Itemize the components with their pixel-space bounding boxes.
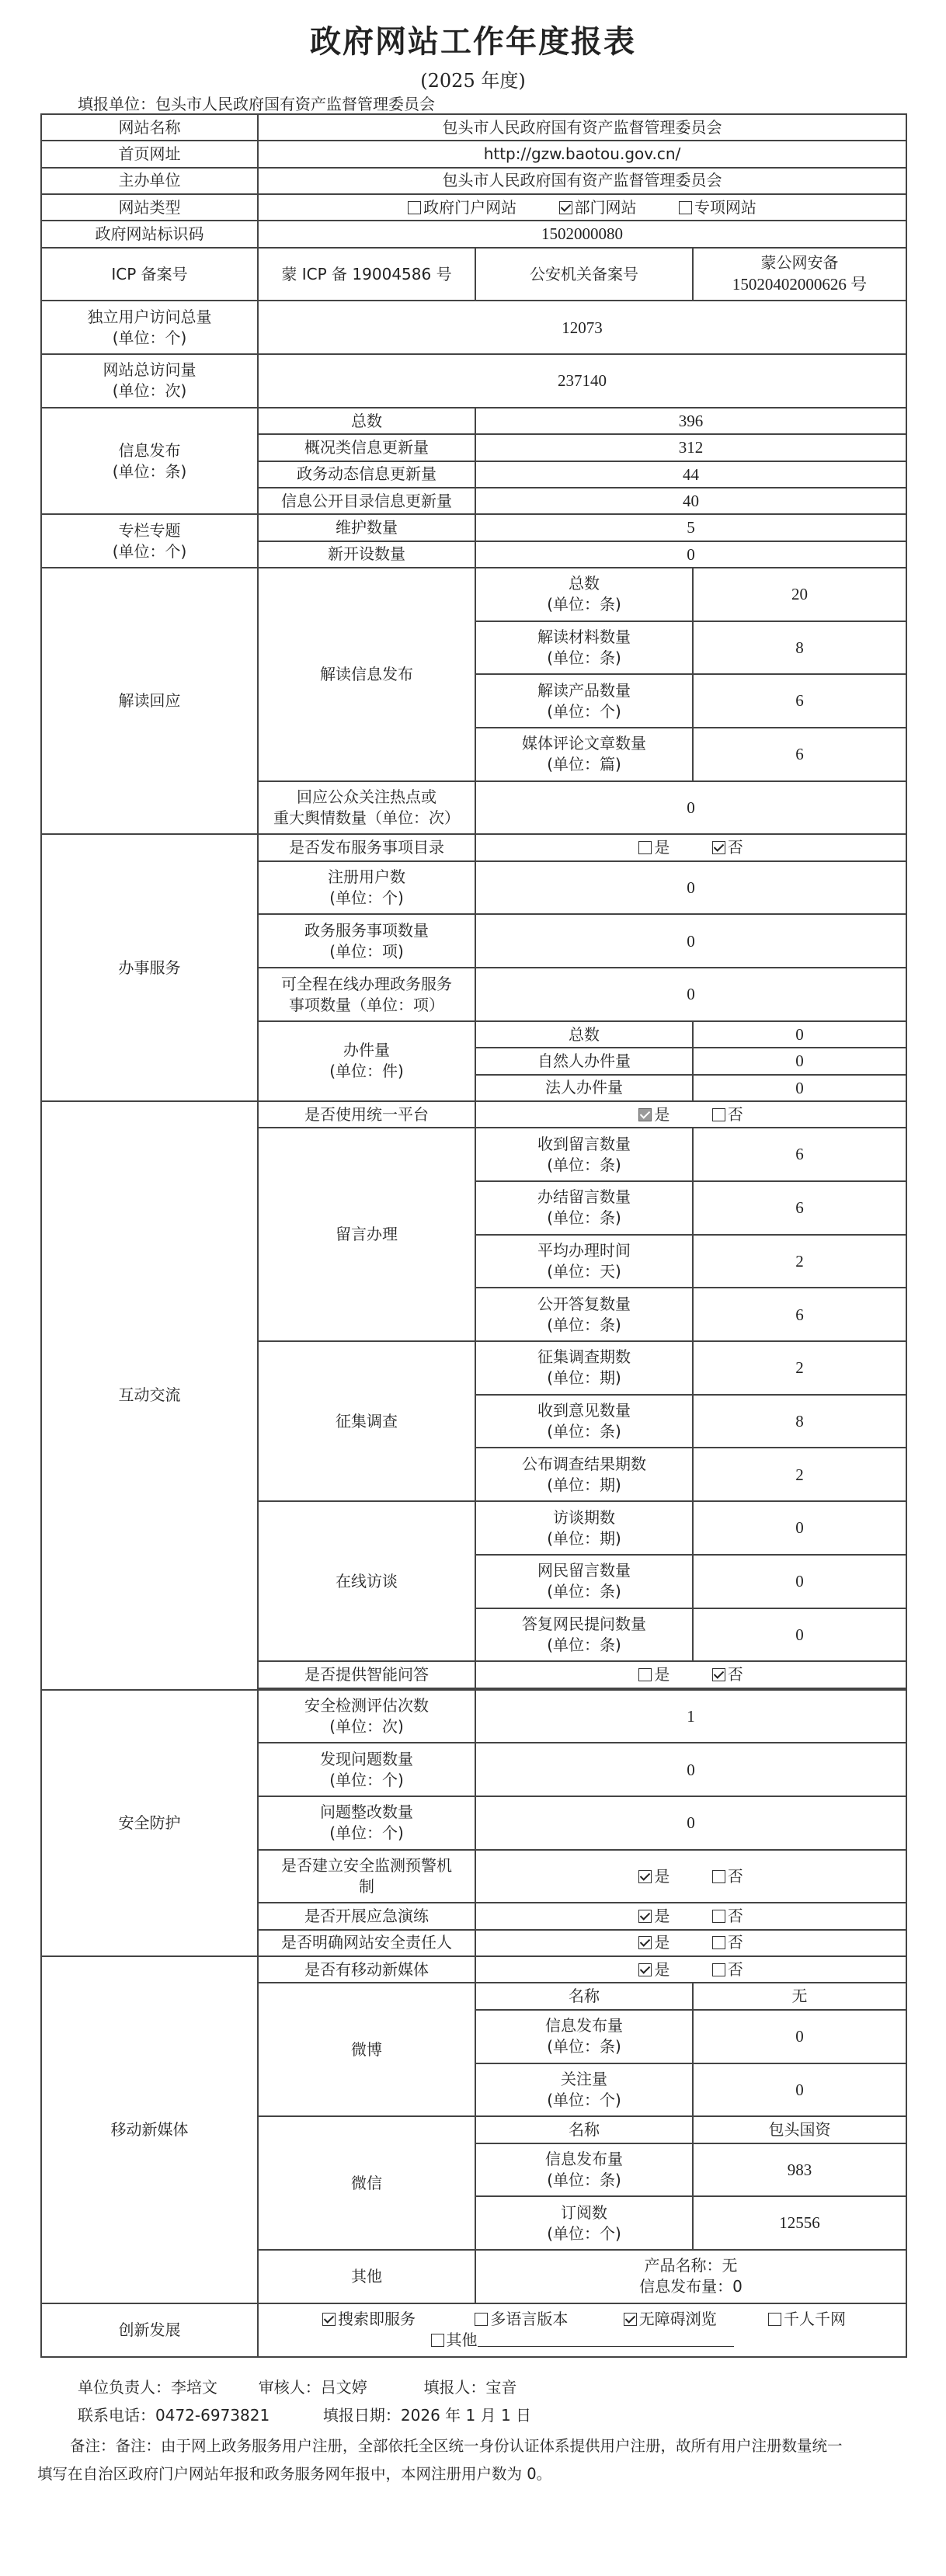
innovation-label: 创新发展: [41, 2303, 258, 2357]
info-row-label: 概况类信息更新量: [258, 434, 475, 461]
msg-row-label: [475, 1288, 693, 1341]
innovation-options: [258, 2303, 906, 2357]
service-users-value: 0: [475, 861, 906, 915]
checkbox-media-yes[interactable]: [638, 1963, 652, 1976]
interpret-row-label-l2: (单位：条): [547, 595, 621, 614]
wechat-post-label-l1: 信息发布量: [545, 2149, 623, 2168]
wechat-post-label: [475, 2143, 693, 2197]
interpret-row-label-l2: (单位：条): [547, 648, 621, 667]
phone: 联系电话：0472-6973821: [78, 2406, 270, 2425]
weibo-fans-label: [475, 2063, 693, 2117]
footer-line1: [78, 2375, 516, 2397]
police-value-l1: 蒙公网安备: [760, 253, 839, 273]
row-site-type: [41, 194, 906, 221]
checkbox-search-service[interactable]: [322, 2313, 336, 2326]
security-fixed-label: [258, 1796, 475, 1850]
service-online-label-l1: 可全程在线办理政务服务: [281, 974, 452, 993]
security-fixed-label-l2: (单位：个): [329, 1823, 404, 1843]
opt-yes: 是: [654, 1907, 670, 1926]
opt-yes: 是: [654, 838, 670, 857]
msg-row-value: 6: [693, 1128, 906, 1181]
opt-no: 否: [727, 1933, 743, 1952]
pv-label-l1: 网站总访问量: [103, 360, 197, 380]
service-publish-options: [475, 834, 906, 860]
weibo-name-label: 名称: [475, 1983, 693, 2009]
opt-no: 否: [727, 1959, 743, 1979]
service-items-label: [258, 914, 475, 968]
wechat-subs-label-l1: 订阅数: [561, 2202, 607, 2222]
security-found-label-l2: (单位：个): [329, 1770, 404, 1789]
security-fixed-label-l1: 问题整改数量: [320, 1803, 413, 1822]
weibo-label: 微博: [258, 1983, 475, 2116]
qa-options: [475, 1661, 906, 1688]
site-name-label: 网站名称: [41, 114, 258, 141]
survey-row-label-l2: (单位：期): [547, 1475, 621, 1494]
interpret-row-label: [475, 568, 693, 621]
interview-row-label-l2: (单位：条): [547, 1635, 621, 1654]
info-label-l2: (单位：条): [112, 461, 187, 481]
handle-label-l1: 办件量: [343, 1041, 390, 1060]
weibo-post-label-l2: (单位：条): [547, 2037, 621, 2056]
checkbox-other[interactable]: [431, 2334, 444, 2347]
info-row-value: 312: [475, 434, 906, 461]
column-row-value: 5: [475, 514, 906, 541]
checkbox-drill-no[interactable]: [712, 1910, 725, 1923]
opt-no: 否: [727, 838, 743, 857]
handle-row-label: 自然人办件量: [475, 1048, 693, 1074]
sponsor-label: 主办单位: [41, 168, 258, 194]
survey-row-value: 8: [693, 1395, 906, 1448]
wechat-subs-label: [475, 2196, 693, 2250]
interpret-sub-label: 解读信息发布: [258, 568, 475, 781]
checkbox-platform-no[interactable]: [712, 1108, 725, 1121]
service-items-label-l2: (单位：项): [329, 941, 404, 961]
interview-row-label: [475, 1501, 693, 1555]
wechat-name-label: 名称: [475, 2116, 693, 2143]
security-found-value: 0: [475, 1743, 906, 1796]
interpret-row-label: [475, 728, 693, 781]
opt-department: 部门网站: [574, 197, 637, 217]
checkbox-drill-yes[interactable]: [638, 1910, 652, 1923]
opt-personalized: 千人千网: [784, 2310, 847, 2329]
security-eval-label-l2: (单位：次): [329, 1716, 404, 1736]
handle-row-value: 0: [693, 1021, 906, 1048]
report-table: [40, 113, 907, 2358]
interact-label: 互动交流: [41, 1101, 258, 1690]
footer-note-l1: 备注：备注：由于网上政务服务用户注册，全部依托全区统一身份认证体系提供用户注册，故所有用户注册数量统一: [70, 2437, 843, 2455]
handle-label: [258, 1021, 475, 1101]
police-value-l2: 15020402000626 号: [732, 275, 868, 294]
platform-label: 是否使用统一平台: [258, 1101, 475, 1128]
checkbox-qa-no[interactable]: [712, 1668, 725, 1681]
weibo-fans-label-l1: 关注量: [561, 2069, 607, 2088]
icp-label: ICP 备案号: [41, 248, 258, 301]
info-row-value: 396: [475, 408, 906, 434]
row-sponsor: [41, 168, 906, 194]
opt-other: 其他: [446, 2331, 478, 2350]
survey-row-label-l1: 公布调查结果期数: [522, 1454, 646, 1473]
interview-row-label-l1: 答复网民提问数量: [522, 1614, 646, 1633]
service-publish-label: 是否发布服务事项目录: [258, 834, 475, 860]
survey-row-label: [475, 1341, 693, 1395]
security-fixed-value: 0: [475, 1796, 906, 1850]
interpret-row-label-l1: 解读产品数量: [537, 680, 631, 700]
wechat-subs-value: 12556: [693, 2196, 906, 2250]
security-eval-row: [41, 1690, 906, 1743]
interpret-row-value: 8: [693, 621, 906, 675]
checkbox-resp-no[interactable]: [712, 1936, 725, 1949]
media-other-l1: 产品名称：无: [644, 2256, 738, 2275]
security-drill-options: [475, 1903, 906, 1929]
interpret-row-value: 20: [693, 568, 906, 621]
service-online-label-l2: 事项数量（单位：项）: [289, 995, 444, 1014]
weibo-post-value: 0: [693, 2010, 906, 2063]
interpret-row-value: 6: [693, 728, 906, 781]
service-items-label-l1: 政务服务事项数量: [304, 920, 429, 940]
info-row: [41, 408, 906, 434]
respond-label-l1: 回应公众关注热点或: [297, 787, 436, 807]
column-label-l2: (单位：个): [112, 541, 187, 561]
row-homepage: [41, 141, 906, 167]
handle-row-value: 0: [693, 1048, 906, 1074]
handle-label-l2: (单位：件): [329, 1062, 404, 1081]
survey-row-label: [475, 1448, 693, 1501]
weibo-fans-value: 0: [693, 2063, 906, 2117]
service-users-label-l2: (单位：个): [329, 888, 404, 908]
uv-value: 12073: [258, 301, 906, 354]
interpret-row-label-l2: (单位：个): [547, 701, 621, 721]
security-found-label-l1: 发现问题数量: [320, 1749, 413, 1768]
media-has-label: 是否有移动新媒体: [258, 1956, 475, 1983]
msg-row-label-l2: (单位：条): [547, 1315, 621, 1334]
checkbox-accessible[interactable]: [624, 2313, 637, 2326]
interview-label: 在线访谈: [258, 1501, 475, 1661]
homepage-value: http://gzw.baotou.gov.cn/: [258, 141, 906, 167]
info-row-label: 总数: [258, 408, 475, 434]
service-publish-row: [41, 834, 906, 860]
other-input-line[interactable]: [478, 2332, 734, 2347]
survey-row-label-l2: (单位：条): [547, 1422, 621, 1441]
opt-multilang: 多语言版本: [490, 2310, 569, 2329]
msg-row-label: [475, 1235, 693, 1288]
row-site-id: [41, 221, 906, 247]
security-eval-label-l1: 安全检测评估次数: [304, 1695, 429, 1715]
security-resp-options: [475, 1930, 906, 1956]
weibo-post-label-l1: 信息发布量: [545, 2016, 623, 2035]
opt-yes: 是: [654, 1104, 670, 1124]
respond-label-l2: 重大舆情数量（单位：次）: [273, 808, 460, 828]
uv-label-l2: (单位：个): [112, 328, 187, 347]
checkbox-resp-yes[interactable]: [638, 1936, 652, 1949]
handle-row-label: 总数: [475, 1021, 693, 1048]
pv-label-l2: (单位：次): [112, 381, 187, 401]
pv-value: 237140: [258, 354, 906, 408]
msg-label: 留言办理: [258, 1128, 475, 1341]
msg-row-label-l2: (单位：条): [547, 1155, 621, 1174]
platform-options: [475, 1101, 906, 1128]
filler-person: 填报人：宝音: [423, 2378, 517, 2397]
homepage-label: 首页网址: [41, 141, 258, 167]
interpret-row-label-l1: 总数: [569, 574, 600, 593]
interpret-row-label: [475, 621, 693, 675]
opt-accessible: 无障碍浏览: [638, 2310, 717, 2329]
opt-yes: 是: [654, 1664, 670, 1684]
pv-label: [41, 354, 258, 408]
opt-yes: 是: [654, 1933, 670, 1952]
opt-yes: 是: [654, 1959, 670, 1979]
report-title: 政府网站工作年度报表: [310, 24, 636, 60]
interpret-row-label-l1: 解读材料数量: [537, 627, 631, 646]
interpret-row-label-l2: (单位：篇): [547, 755, 621, 774]
media-has-options: [475, 1956, 906, 1983]
interview-row-label-l1: 网民留言数量: [537, 1561, 631, 1580]
handle-row-value: 0: [693, 1075, 906, 1101]
msg-row-value: 6: [693, 1181, 906, 1235]
opt-portal: 政府门户网站: [423, 197, 517, 217]
media-other-value: [475, 2250, 906, 2303]
innovation-row: [41, 2303, 906, 2357]
info-label-l1: 信息发布: [118, 440, 181, 460]
survey-row-value: 2: [693, 1448, 906, 1501]
wechat-subs-label-l2: (单位：个): [547, 2223, 621, 2243]
interview-row-label: [475, 1608, 693, 1662]
info-label: [41, 408, 258, 514]
survey-row-label-l2: (单位：期): [547, 1368, 621, 1388]
msg-row-label-l2: (单位：天): [547, 1261, 621, 1281]
reviewer: 审核人：吕文婷: [258, 2378, 367, 2397]
info-row-value: 40: [475, 488, 906, 514]
site-type-options: [258, 194, 906, 221]
checkbox-portal[interactable]: [408, 201, 421, 214]
security-label: 安全防护: [41, 1690, 258, 1957]
info-row-value: 44: [475, 461, 906, 488]
checkbox-platform-yes[interactable]: [638, 1108, 652, 1121]
survey-row-label-l1: 收到意见数量: [537, 1401, 631, 1420]
column-row-label: 维护数量: [258, 514, 475, 541]
checkbox-special[interactable]: [679, 201, 692, 214]
service-users-label-l1: 注册用户数: [328, 867, 405, 887]
icp-value: 蒙 ICP 备 19004586 号: [258, 248, 475, 301]
checkbox-service-no[interactable]: [712, 841, 725, 854]
opt-no: 否: [727, 1907, 743, 1926]
sponsor-value: 包头市人民政府国有资产监督管理委员会: [258, 168, 906, 194]
row-site-name: [41, 114, 906, 141]
interview-row-label-l2: (单位：条): [547, 1582, 621, 1601]
footer-line2: [78, 2403, 531, 2425]
interview-row-label-l1: 访谈期数: [553, 1507, 615, 1527]
msg-row-label: [475, 1181, 693, 1235]
service-label: 办事服务: [41, 834, 258, 1100]
msg-row-label-l1: 平均办理时间: [537, 1240, 631, 1260]
weibo-name-value: 无: [693, 1983, 906, 2009]
security-eval-value: 1: [475, 1690, 906, 1743]
site-name-value: 包头市人民政府国有资产监督管理委员会: [258, 114, 906, 141]
msg-row-label-l2: (单位：条): [547, 1208, 621, 1228]
security-found-label: [258, 1743, 475, 1796]
security-eval-label: [258, 1690, 475, 1743]
security-warn-label-l2: 制: [359, 1877, 374, 1896]
opt-no: 否: [727, 1664, 743, 1684]
survey-row-label-l1: 征集调查期数: [537, 1347, 631, 1367]
filling-unit: 填报单位：包头市人民政府国有资产监督管理委员会: [78, 95, 435, 113]
row-pv: [41, 354, 906, 408]
site-id-label: 政府网站标识码: [41, 221, 258, 247]
column-row-label: 新开设数量: [258, 541, 475, 568]
service-users-label: [258, 861, 475, 915]
respond-value: 0: [475, 781, 906, 835]
checkbox-warn-no[interactable]: [712, 1870, 725, 1883]
security-warn-label-l1: 是否建立安全监测预警机: [281, 1856, 452, 1876]
msg-row-label-l1: 办结留言数量: [537, 1187, 631, 1207]
police-label: 公安机关备案号: [475, 248, 693, 301]
site-type-label: 网站类型: [41, 194, 258, 221]
opt-special: 专项网站: [694, 197, 756, 217]
uv-label: [41, 301, 258, 354]
wechat-label: 微信: [258, 2116, 475, 2250]
wechat-post-label-l2: (单位：条): [547, 2170, 621, 2189]
wechat-post-value: 983: [693, 2143, 906, 2197]
interpret-row-label: [475, 674, 693, 728]
weibo-fans-label-l2: (单位：个): [547, 2090, 621, 2109]
info-row-label: 政务动态信息更新量: [258, 461, 475, 488]
wechat-name-value: 包头国资: [693, 2116, 906, 2143]
site-id-value: 1502000080: [258, 221, 906, 247]
interview-row-value: 0: [693, 1555, 906, 1608]
checkbox-multilang[interactable]: [475, 2313, 488, 2326]
media-other-label: 其他: [258, 2250, 475, 2303]
interpret-row-label-l1: 媒体评论文章数量: [522, 734, 646, 753]
msg-row-value: 2: [693, 1235, 906, 1288]
row-icp: [41, 248, 906, 301]
footer-note-l2: 填写在自治区政府门户网站年报和政务服务网年报中，本网注册用户数为 0。: [37, 2465, 552, 2483]
interpret-row-value: 6: [693, 674, 906, 728]
column-row: [41, 514, 906, 541]
column-row-value: 0: [475, 541, 906, 568]
service-online-label: [258, 968, 475, 1021]
police-value: [693, 248, 906, 301]
checkbox-warn-yes[interactable]: [638, 1870, 652, 1883]
opt-yes: 是: [654, 1866, 670, 1886]
security-drill-label: 是否开展应急演练: [258, 1903, 475, 1929]
column-label: [41, 514, 258, 568]
msg-row-label: [475, 1128, 693, 1181]
uv-label-l1: 独立用户访问总量: [87, 307, 212, 326]
column-label-l1: 专栏专题: [118, 520, 181, 540]
respond-label: [258, 781, 475, 835]
interview-row-label: [475, 1555, 693, 1608]
survey-row-value: 2: [693, 1341, 906, 1395]
survey-row-label: [475, 1395, 693, 1448]
checkbox-personalized[interactable]: [768, 2313, 781, 2326]
checkbox-media-no[interactable]: [712, 1963, 725, 1976]
security-resp-label: 是否明确网站安全责任人: [258, 1930, 475, 1956]
report-year: (2025 年度): [420, 70, 526, 92]
opt-no: 否: [727, 1866, 743, 1886]
interview-row-label-l2: (单位：期): [547, 1528, 621, 1548]
security-warn-options: [475, 1850, 906, 1903]
platform-row: [41, 1101, 906, 1128]
media-has-row: [41, 1956, 906, 1983]
info-row-label: 信息公开目录信息更新量: [258, 488, 475, 514]
msg-row-label-l1: 公开答复数量: [537, 1294, 631, 1313]
weibo-post-label: [475, 2010, 693, 2063]
checkbox-department[interactable]: [559, 201, 572, 214]
checkbox-qa-yes[interactable]: [638, 1668, 652, 1681]
msg-row-value: 6: [693, 1288, 906, 1341]
interpret-label: 解读回应: [41, 568, 258, 835]
qa-label: 是否提供智能问答: [258, 1661, 475, 1688]
service-online-value: 0: [475, 968, 906, 1021]
unit-head: 单位负责人：李培文: [78, 2378, 217, 2397]
service-items-value: 0: [475, 914, 906, 968]
media-other-l2: 信息发布量：0: [639, 2277, 743, 2296]
opt-search-service: 搜索即服务: [337, 2310, 416, 2329]
interview-row-value: 0: [693, 1608, 906, 1662]
row-uv: [41, 301, 906, 354]
security-warn-label: [258, 1850, 475, 1903]
checkbox-service-yes[interactable]: [638, 841, 652, 854]
opt-no: 否: [727, 1104, 743, 1124]
msg-row-label-l1: 收到留言数量: [537, 1134, 631, 1153]
handle-row-label: 法人办件量: [475, 1075, 693, 1101]
fill-date: 填报日期：2026 年 1 月 1 日: [322, 2406, 532, 2425]
survey-label: 征集调查: [258, 1341, 475, 1501]
interview-row-value: 0: [693, 1501, 906, 1555]
media-label: 移动新媒体: [41, 1956, 258, 2303]
interpret-row: [41, 568, 906, 621]
